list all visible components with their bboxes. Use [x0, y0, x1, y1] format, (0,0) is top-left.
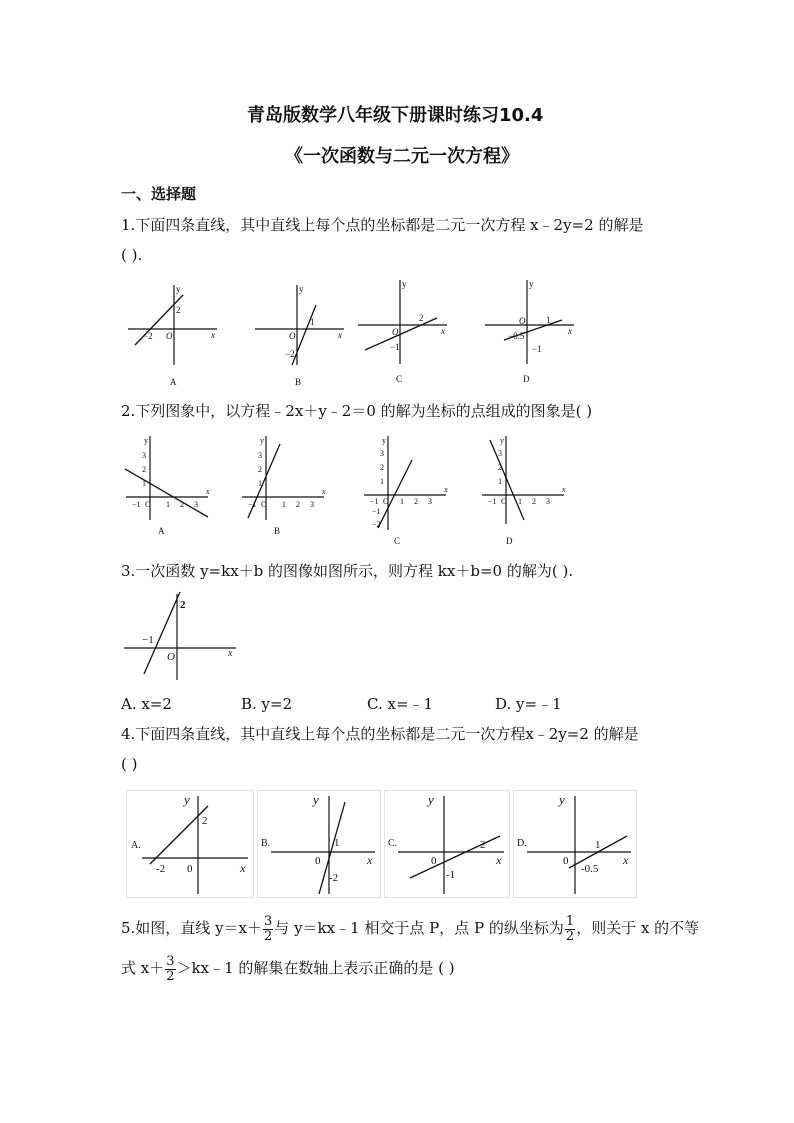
- axis-label: x: [444, 485, 448, 494]
- graph-letter: A.: [131, 840, 141, 851]
- graph-label: x: [367, 853, 373, 867]
- graph-label: O: [289, 331, 296, 341]
- graph-label: 2: [202, 815, 208, 827]
- tick-label: O: [501, 497, 507, 506]
- tick-label: 1: [518, 497, 522, 506]
- graph-label: x: [441, 326, 445, 336]
- q2-graph-d: [478, 432, 570, 548]
- tick-label: 2: [142, 465, 146, 474]
- fraction-numerator: 1: [565, 913, 575, 929]
- graph-letter: C: [396, 374, 403, 384]
- graph-label: −1: [142, 634, 154, 646]
- axis-label: y: [144, 436, 148, 445]
- question-2-text: 2.下列图象中，以方程﹣2x＋y﹣2＝0 的解为坐标的点组成的图象是( ): [121, 402, 593, 420]
- graph-label: x: [568, 326, 572, 336]
- graph-letter: A: [170, 377, 177, 387]
- tick-label: −1: [372, 507, 381, 516]
- graph-label: −1: [532, 344, 542, 354]
- graph-label: -0.5: [581, 863, 599, 875]
- tick-label: 1: [258, 479, 262, 488]
- graph-letter: B: [295, 377, 302, 387]
- graph-label: y: [428, 792, 434, 807]
- graph-label: -2: [329, 872, 339, 884]
- graph-label: 0: [431, 855, 437, 867]
- graph-label: -2: [156, 863, 166, 875]
- graph-letter: B: [274, 526, 281, 536]
- q1-graph-c: [355, 278, 455, 388]
- graph-label: x: [240, 861, 246, 875]
- graph-label: y: [176, 284, 181, 294]
- q1-graph-d: [482, 278, 582, 388]
- question-4-text: 4.下面四条直线，其中直线上每个点的坐标都是二元一次方程x﹣2y=2 的解是: [121, 725, 639, 743]
- tick-label: 2: [498, 463, 502, 472]
- tick-label: O: [145, 500, 151, 509]
- fraction-denominator: 2: [565, 928, 575, 944]
- graph-label: 0: [563, 855, 569, 867]
- graph-label: y: [402, 279, 407, 289]
- tick-label: −2: [372, 520, 381, 529]
- tick-label: 2: [414, 497, 418, 506]
- tick-label: 1: [166, 500, 170, 509]
- tick-label: −1: [370, 497, 379, 506]
- fraction-numerator: 3: [166, 953, 175, 969]
- section-heading: 一、选择题: [121, 185, 197, 203]
- axis-label: x: [562, 485, 566, 494]
- graph-letter: C: [394, 536, 401, 546]
- graph-label: 1: [310, 317, 315, 327]
- graph-label: O: [167, 651, 175, 663]
- q4-graph-d: [513, 790, 637, 898]
- graph-label: x: [338, 330, 342, 340]
- question-1-text: 1.下面四条直线，其中直线上每个点的坐标都是二元一次方程 x﹣2y=2 的解是: [121, 216, 644, 234]
- fraction-one-half: [565, 915, 575, 944]
- q3-option-d: D. y=﹣1: [495, 695, 562, 713]
- tick-label: 1: [282, 500, 286, 509]
- q1-graph-a: [125, 283, 225, 389]
- question-5-line-2: [121, 953, 455, 984]
- graph-label: O: [166, 331, 173, 341]
- tick-label: 3: [194, 500, 198, 509]
- graph-label: y: [313, 792, 319, 807]
- tick-label: 2: [180, 500, 184, 509]
- graph-label: 1: [595, 839, 601, 851]
- tick-label: 3: [498, 449, 502, 458]
- q3-option-c: C. x=﹣1: [367, 695, 434, 713]
- fraction-denominator: 2: [166, 968, 175, 984]
- tick-label: 3: [258, 451, 262, 460]
- q3-option-a: A. x=2: [121, 695, 172, 713]
- tick-label: O: [383, 497, 389, 506]
- tick-label: 1: [400, 497, 404, 506]
- graph-letter: A: [158, 526, 165, 536]
- graph-label: −0.5: [508, 331, 525, 341]
- graph-label: y: [299, 284, 304, 294]
- q3-graph: [122, 592, 240, 682]
- tick-label: −1: [248, 500, 257, 509]
- graph-letter: B.: [261, 838, 271, 849]
- q4-graph-c: [384, 790, 510, 898]
- graph-label: −2: [143, 331, 153, 341]
- graph-label: y: [184, 792, 190, 807]
- graph-label: x: [228, 648, 233, 659]
- question-5-line-1: [121, 913, 699, 944]
- tick-label: 2: [258, 465, 262, 474]
- q1-graph-b: [252, 283, 352, 389]
- graph-label: O: [392, 327, 399, 337]
- graph-letter: D.: [517, 838, 527, 849]
- tick-label: 1: [498, 477, 502, 486]
- axis-label: x: [322, 487, 326, 496]
- tick-label: O: [261, 500, 267, 509]
- graph-label: x: [496, 853, 502, 867]
- graph-label: x: [211, 330, 215, 340]
- axis-label: x: [206, 487, 210, 496]
- q4-graph-b: [257, 790, 381, 898]
- q5-text-part: 与 y＝kx﹣1 相交于点 P，点 P 的纵坐标为: [274, 919, 564, 937]
- question-4-blank: ( ): [121, 755, 138, 773]
- graph-label: -1: [446, 869, 456, 881]
- graph-label: 0: [315, 855, 321, 867]
- graph-label: 1: [334, 837, 340, 849]
- tick-label: 3: [310, 500, 314, 509]
- tick-label: −1: [132, 500, 141, 509]
- graph-label: 1: [546, 315, 551, 325]
- fraction-numerator: 3: [264, 913, 273, 929]
- graph-label: y: [559, 792, 565, 807]
- tick-label: 3: [380, 449, 384, 458]
- tick-label: 1: [142, 479, 146, 488]
- q5-text-part: ＞kx﹣1 的解集在数轴上表示正确的是 ( ): [176, 959, 455, 977]
- graph-label: −1: [390, 342, 400, 352]
- page-subtitle: 《一次函数与二元一次方程》: [285, 146, 519, 167]
- graph-label: x: [623, 853, 629, 867]
- fraction-three-halves: [165, 955, 175, 984]
- tick-label: 2: [380, 463, 384, 472]
- graph-label: 2: [180, 599, 186, 611]
- tick-label: 3: [546, 497, 550, 506]
- graph-label: 2: [176, 305, 181, 315]
- tick-label: 3: [428, 497, 432, 506]
- question-1-blank: ( ).: [121, 246, 143, 264]
- graph-label: 2: [480, 839, 486, 851]
- fraction-denominator: 2: [264, 928, 273, 944]
- q2-graph-c: [360, 432, 452, 548]
- graph-label: −2: [285, 349, 295, 359]
- graph-label: 0: [187, 863, 193, 875]
- fraction-three-halves: [263, 915, 273, 944]
- q5-text-part: 5.如图，直线 y＝x＋: [121, 919, 263, 937]
- graph-label: y: [529, 279, 534, 289]
- tick-label: 2: [296, 500, 300, 509]
- graph-label: 2: [419, 313, 424, 323]
- page-title: 青岛版数学八年级下册课时练习10.4: [247, 105, 544, 126]
- axis-label: y: [382, 436, 386, 445]
- q5-text-part: ，则关于 x 的不等: [576, 919, 700, 937]
- q2-graph-a: [122, 432, 214, 540]
- graph-letter: D: [523, 374, 530, 384]
- axis-label: y: [500, 436, 504, 445]
- tick-label: 2: [532, 497, 536, 506]
- tick-label: 3: [142, 451, 146, 460]
- tick-label: −1: [488, 497, 497, 506]
- axis-label: y: [260, 436, 264, 445]
- q5-text-part: 式 x＋: [121, 959, 165, 977]
- q3-option-b: B. y=2: [241, 695, 293, 713]
- graph-letter: C.: [388, 838, 398, 849]
- q2-graph-b: [238, 432, 330, 540]
- tick-label: 1: [380, 477, 384, 486]
- question-3-text: 3.一次函数 y=kx＋b 的图像如图所示，则方程 kx＋b=0 的解为( ).: [121, 562, 574, 580]
- q4-graph-a: [126, 790, 254, 898]
- graph-label: O: [519, 316, 526, 326]
- graph-letter: D: [506, 536, 513, 546]
